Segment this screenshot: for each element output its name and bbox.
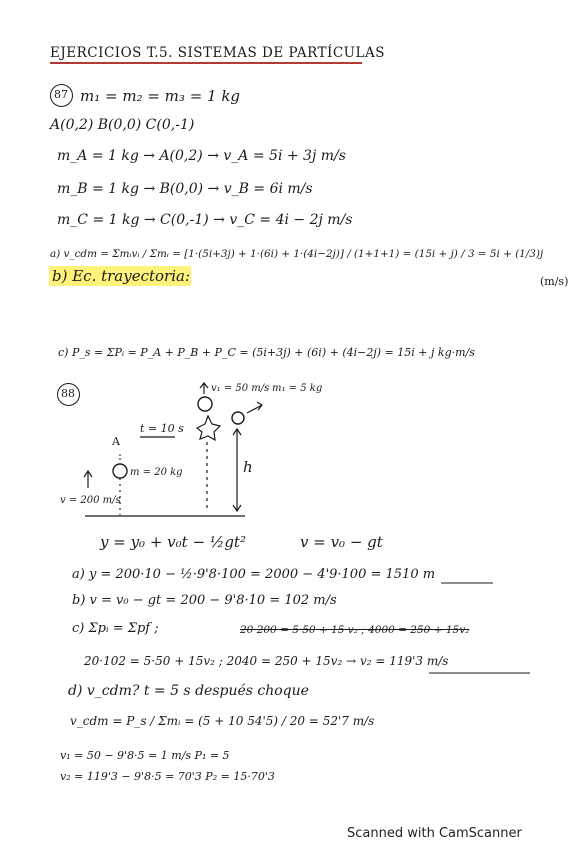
explosion-mark (197, 416, 220, 440)
ex88-part-d: d) v_cdm? t = 5 s después choque (68, 683, 309, 699)
ex88-part-d-v1: v₁ = 50 − 9'8·5 = 1 m/s P₁ = 5 (60, 749, 230, 762)
fragment-2 (232, 412, 244, 424)
m1-label: m₁ = 5 kg (272, 383, 323, 394)
v1-label: v₁ = 50 m/s (211, 383, 270, 394)
ex87-masses: m₁ = m₂ = m₃ = 1 kg (80, 87, 241, 105)
ex87-body-c: m_C = 1 kg → C(0,-1) → v_C = 4i − 2j m/s (57, 212, 353, 228)
time-label: t = 10 s (140, 422, 184, 435)
ex87-part-c: c) P_s = ΣPᵢ = P_A + P_B + P_C = (5i+3j) + (6i) + (4i−2j) = 15i + j kg·m/s (58, 346, 475, 359)
ex88-part-d-eq: v_cdm = P_s / Σmᵢ = (5 + 10 54'5) / 20 = 52'7 m/s (70, 714, 375, 728)
fragment-2-arrow (247, 405, 262, 413)
fragment-1 (198, 397, 212, 411)
ex87-body-b: m_B = 1 kg → B(0,0) → v_B = 6i m/s (57, 181, 313, 197)
ex88-part-c-result: 20·102 = 5·50 + 15v₂ ; 2040 = 250 + 15v₂ → v₂ = 119'3 m/s (84, 654, 449, 668)
ex88-part-a: a) y = 200·10 − ½·9'8·100 = 2000 − 4'9·100 = 1510 m (72, 567, 436, 582)
ex88-eq-position: y = y₀ + v₀t − ½gt² (100, 533, 246, 551)
launch-ball (113, 464, 127, 478)
exercise-87-number: 87 (54, 88, 68, 101)
ex88-part-d-v2: v₂ = 119'3 − 9'8·5 = 70'3 P₂ = 15·70'3 (60, 770, 275, 783)
ex87-part-b: b) Ec. trayectoria: (52, 267, 191, 285)
scanner-watermark: Scanned with CamScanner (347, 826, 522, 841)
ex87-part-a-unit: (m/s) (540, 275, 569, 288)
page-title: EJERCICIOS T.5. SISTEMAS DE PARTÍCULAS (50, 45, 385, 61)
ex88-part-b: b) v = v₀ − gt = 200 − 9'8·10 = 102 m/s (72, 593, 337, 608)
point-a-label: A (112, 435, 120, 448)
exercise-88-number: 88 (61, 387, 75, 400)
ex87-body-a: m_A = 1 kg → A(0,2) → v_A = 5i + 3j m/s (57, 148, 346, 164)
v0-label: v = 200 m/s (60, 495, 121, 506)
ex87-positions: A(0,2) B(0,0) C(0,-1) (50, 117, 195, 133)
mass-label: m = 20 kg (130, 467, 183, 478)
ex88-part-c-struck: 20·200 = 5·50 + 15·v₂ ; 4000 = 250 + 15v₂ (240, 624, 470, 636)
height-label: h (243, 458, 253, 476)
ex88-part-c: c) Σpᵢ = Σpf ; (72, 621, 159, 636)
ex87-part-a: a) v_cdm = Σmᵢvᵢ / Σmᵢ = [1·(5i+3j) + 1·(6i) + 1·(4i−2j)] / (1+1+1) = (15i + j) / 3 = 5i + (1/3)j (50, 248, 544, 260)
ex88-eq-velocity: v = v₀ − gt (300, 533, 383, 551)
